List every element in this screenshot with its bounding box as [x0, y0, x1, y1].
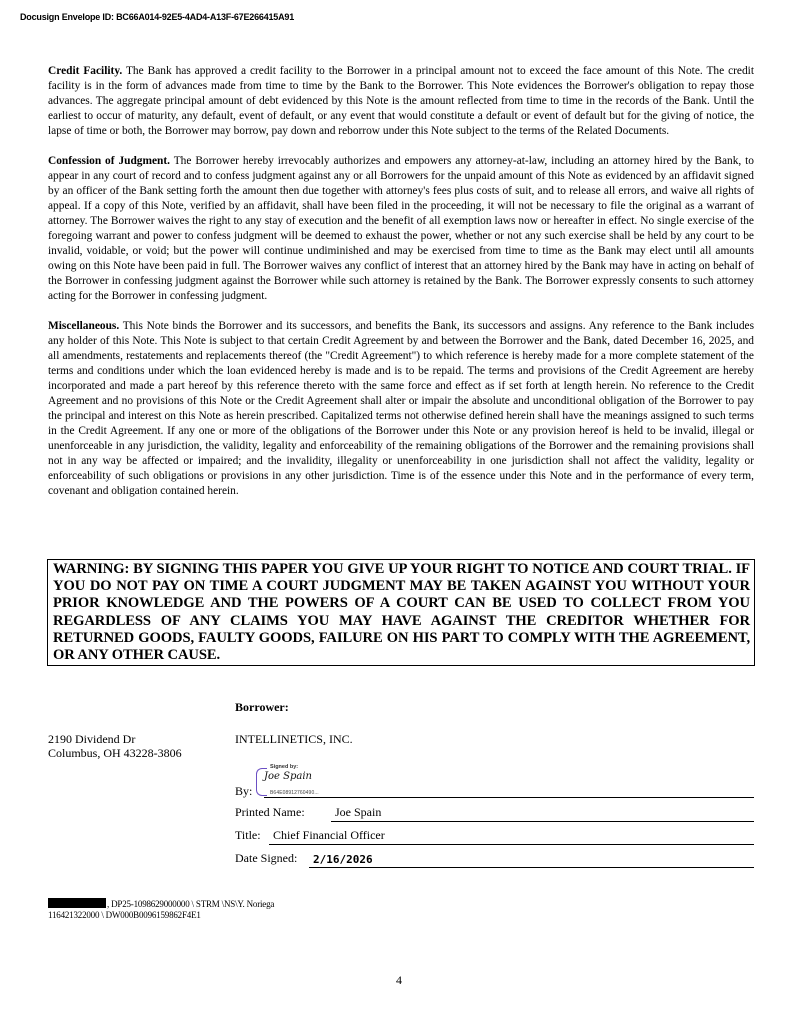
- section-confession-of-judgment: [48, 154, 754, 304]
- section-heading: Miscellaneous.: [48, 320, 120, 332]
- document-reference: [48, 898, 274, 921]
- page-number: 4: [396, 973, 402, 987]
- section-text: The Borrower hereby irrevocably authorizes and empowers any attorney-at-law, including an attorney hired by the Bank, to appear in any court of record and to confess judgment against any or all Borrowers for the unpaid amount of this Note as evidenced by an affidavit signed by an officer of the Bank setting forth the amount then due together with attorney's fees plus costs of suit, and to release all errors, and waive all rights of appeal. If a copy of this Note, verified by an affidavit, shall have been filed in the proceeding, it will not be necessary to file the original as a warrant of attorney. The Borrower waives the right to any stay of execution and the benefit of all exemption laws now or hereafter in effect. No single exercise of the foregoing warrant and power to confess judgment will be deemed to exhaust the power, whether or not any such exercise shall be held by any court to be invalid, voidable, or void; but the power will continue undiminished and may be exercised from time to time as the Bank may elect until all amounts owing on this Note have been paid in full. The Borrower waives any conflict of interest that an attorney hired by the Bank may have in acting on behalf of the Borrower in confessing judgment against the Borrower while such attorney is retained by the Bank. The Borrower expressly consents to such attorney acting for the Borrower in confessing judgment.: [48, 155, 754, 302]
- warning-box: WARNING: BY SIGNING THIS PAPER YOU GIVE UP YOUR RIGHT TO NOTICE AND COURT TRIAL. IF YOU DO NOT PAY ON TIME A COURT JUDGMENT MAY BE TAKEN AGAINST YOU WITHOUT YOUR PRIOR KNOWLEDGE AND THE POWERS OF A COURT CAN BE USED TO COLLECT FROM YOU REGARDLESS OF ANY CLAIMS YOU MAY HAVE AGAINST THE CREDITOR WHETHER FOR RETURNED GOODS, FAULTY GOODS, FAILURE ON HIS PART TO COMPLY WITH THE AGREEMENT, OR ANY OTHER CAUSE.: [47, 559, 755, 666]
- section-text: The Bank has approved a credit facility to the Borrower in a principal amount not to exceed the face amount of this Note. The credit facility is in the form of advances made from time to time by the Bank to the Borrower. This Note evidences the Borrower's obligation to repay those advances. The aggregate principal amount of debt evidenced by this Note is the amount reflected from time to time in the records of the Bank. Until the earliest to occur of maturity, any default, event of default, or any event that would constitute a default or event of default but for the giving of notice, the lapse of time or both, the Borrower may borrow, pay down and reborrow under this Note subject to the terms of the Related Documents.: [48, 65, 755, 137]
- by-label: By:: [235, 784, 253, 798]
- reference-line-2: 116421322000 \ DW000B0096159862F4E1: [48, 910, 201, 920]
- section-credit-facility: [48, 64, 754, 139]
- printed-name-value: Joe Spain: [335, 805, 382, 819]
- date-signed-field: [235, 852, 754, 868]
- address-line-1: 2190 Dividend Dr: [48, 732, 136, 746]
- docusign-envelope-id: Docusign Envelope ID: BC66A014-92E5-4AD4-A13F-67E266415A91: [20, 12, 295, 22]
- title-field: [235, 829, 754, 845]
- signature-line: [264, 797, 754, 798]
- printed-name-label: Printed Name:: [235, 805, 305, 819]
- borrower-address: [48, 732, 182, 760]
- reference-line-1: [48, 898, 274, 910]
- date-signed-value: 2/16/2026: [313, 853, 373, 866]
- title-line: [269, 844, 754, 845]
- section-heading: Confession of Judgment.: [48, 155, 171, 167]
- borrower-label: Borrower:: [235, 700, 289, 714]
- note-body: [48, 64, 754, 514]
- printed-name-field: [235, 806, 754, 822]
- reference-text-1: , DP25-1098629000000 \ STRM \NS\Y. Noriega: [107, 899, 275, 909]
- section-heading: Credit Facility.: [48, 65, 123, 77]
- signature-handwriting: Joe Spain: [264, 771, 312, 782]
- title-value: Chief Financial Officer: [273, 828, 385, 842]
- date-signed-label: Date Signed:: [235, 851, 298, 865]
- section-text: This Note binds the Borrower and its successors, and benefits the Bank, its successors and assigns. Any reference to the Bank includes any holder of this Note. This Note is subject to that certain Credit Agreement by and between the Borrower and the Bank, dated December 16, 2025, and all amendments, restatements and replacements thereof (the "Credit Agreement") to which reference is hereby made for a more complete statement of the terms and conditions under which the loan evidenced hereby is made and is to be repaid. The terms and provisions of the Credit Agreement are hereby incorporated and made a part hereof by this reference thereto with the same force and effect as if set forth at length herein. No reference to the Credit Agreement and no provisions of this Note or the Credit Agreement shall alter or impair the absolute and unconditional obligation of the Borrower to pay the principal and interest on this Note as herein prescribed. Capitalized terms not otherwise defined herein shall have the meanings assigned to such terms in the Credit Agreement. If any one or more of the obligations of the Borrower under this Note or any provision hereof is held to be invalid, illegal or unenforceable in any jurisdiction, the validity, legality and enforceability of the remaining obligations of the Borrower and the remaining provisions shall not in any way be affected or impaired; and the invalidity, illegality or unenforceability in one jurisdiction shall not affect the validity, legality or enforceability of such obligations or provisions in any other jurisdiction. Time is of the essence under this Note and in the performance of every term, covenant and obligation contained herein.: [48, 320, 754, 497]
- docusign-signature: [256, 764, 346, 796]
- printed-name-line: [331, 821, 754, 822]
- section-miscellaneous: [48, 319, 754, 499]
- title-label: Title:: [235, 828, 261, 842]
- redaction-block: [48, 898, 106, 908]
- date-signed-line: [309, 867, 754, 868]
- signed-by-label: Signed by:: [270, 764, 299, 770]
- signature-hash: B64E08912760490...: [270, 790, 319, 796]
- address-line-2: Columbus, OH 43228-3806: [48, 746, 182, 760]
- borrower-company: INTELLINETICS, INC.: [235, 732, 353, 746]
